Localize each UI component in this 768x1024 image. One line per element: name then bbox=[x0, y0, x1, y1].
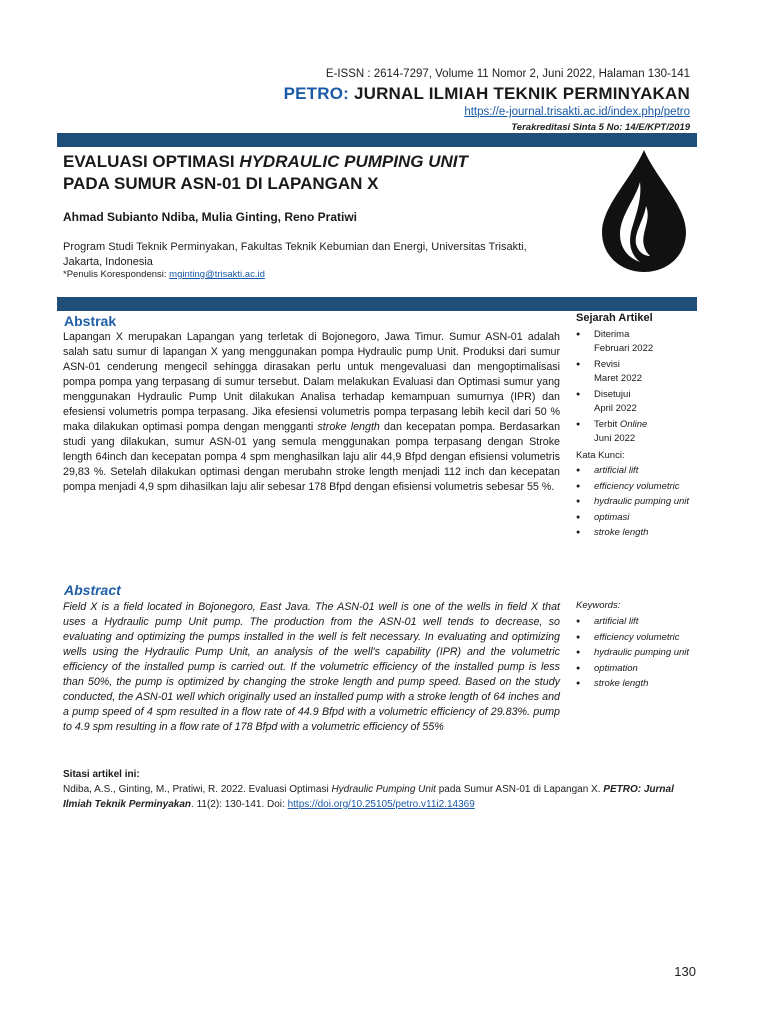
doi-link[interactable]: https://doi.org/10.25105/petro.v11i2.14369 bbox=[287, 799, 475, 810]
title-part1: EVALUASI OPTIMASI bbox=[63, 152, 240, 171]
history-item: ● Terbit Online Juni 2022 bbox=[576, 418, 706, 445]
article-history-list bbox=[576, 328, 706, 448]
corresponding-label: *Penulis Korespondensi: bbox=[63, 269, 170, 280]
keyword-en-item: ● stroke length bbox=[576, 677, 706, 691]
journal-title bbox=[284, 84, 690, 104]
abstract-divider-bar bbox=[57, 297, 697, 311]
corresponding-author bbox=[63, 269, 265, 280]
abstrak-text-2: dan kecepatan pompa. Berdasarkan studi yang dilakukan, sumur ASN-01 yang semula menggunakan pompa terpasang dengan Stroke length 64inch dan kecepatan pompa 4 spm menghasilkan laju alir 44,9 Bfpd dengan efisiensi volumetris 29,83 %. Setelah dilakukan optimasi dengan merubahn stroke length menjadi 112 inch dan kecepatan pompa menjadi 4,9 spm dihasilkan laju alir sebesar 178 Bfpd dengan efisiensi volumetris sebesar 55 %. bbox=[63, 421, 561, 493]
keyword-item: ● hydraulic pumping unit bbox=[576, 495, 706, 509]
keyword-en-item: ● artificial lift bbox=[576, 615, 706, 629]
citation-label: Sitasi artikel ini: bbox=[63, 769, 140, 780]
keyword-en-item: ● hydraulic pumping unit bbox=[576, 646, 706, 660]
kata-kunci-label: Kata Kunci: bbox=[576, 450, 625, 461]
abstrak-heading: Abstrak bbox=[64, 313, 117, 329]
history-item: ● Revisi Maret 2022 bbox=[576, 358, 706, 385]
keyword-item: ● stroke length bbox=[576, 526, 706, 540]
journal-prefix: PETRO: bbox=[283, 84, 350, 103]
author-list: Ahmad Subianto Ndiba, Mulia Ginting, Reno Pratiwi bbox=[63, 210, 358, 224]
keyword-en-item: ● optimation bbox=[576, 662, 706, 676]
page-number: 130 bbox=[674, 964, 696, 979]
keyword-en-item: ● efficiency volumetric bbox=[576, 631, 706, 645]
petro-drop-logo bbox=[596, 148, 692, 274]
issn-line: E-ISSN : 2614-7297, Volume 11 Nomor 2, Juni 2022, Halaman 130-141 bbox=[325, 68, 690, 80]
keyword-item: ● optimasi bbox=[576, 511, 706, 525]
citation-text: Ndiba, A.S., Ginting, M., Pratiwi, R. 2022. Evaluasi Optimasi Hydraulic Pumping Unit pada Sumur ASN-01 di Lapangan X. PETRO: Jurnal Ilmiah Teknik Perminyakan. 11(2): 130-141. Doi: https://doi.org/10.25105/petro.v11i2.14369 bbox=[63, 784, 674, 810]
keyword-item: ● artificial lift bbox=[576, 464, 706, 478]
history-item: ● Diterima Februari 2022 bbox=[576, 328, 706, 355]
abstrak-text-1: Lapangan X merupakan Lapangan yang terletak di Bojonegoro, Jawa Timur. Sumur ASN-01 adalah salah satu sumur di lapangan X yang menggunakan pompa Hydraulic pump Unit. Produksi dari sumur ASN-01 cenderung mengecil sehingga dirasakan perlu untuk mengevaluasi dan mengoptimalisasi pompa pompa yang terpasang di sumur tersebut. Dalam melakukan Evaluasi dan Optimasi sumur yang menggunakan Hydraulic Pump Unit dilakukan Analisa terhadap kemampuan sumurnya (IPR) dan efesiensi volumetris pompa terpasang. Jika efesiensi volumetris pompa terpasang lebih kecil dari 50 % maka dilakukan optimasi pompa dengan mengganti bbox=[63, 331, 560, 433]
article-title bbox=[63, 151, 563, 195]
header-divider-bar bbox=[57, 133, 697, 147]
accreditation-note: Terakreditasi Sinta 5 No: 14/E/KPT/2019 bbox=[511, 122, 690, 133]
corresponding-email-link[interactable]: mginting@trisakti.ac.id bbox=[169, 269, 265, 280]
journal-url-link[interactable]: https://e-journal.trisakti.ac.id/index.php/petro bbox=[464, 106, 690, 118]
abstrak-text-italic: stroke length bbox=[317, 421, 380, 433]
title-italic: HYDRAULIC PUMPING UNIT bbox=[239, 152, 468, 171]
keywords-list bbox=[576, 615, 706, 693]
abstract-heading: Abstract bbox=[64, 582, 121, 598]
article-history-heading: Sejarah Artikel bbox=[576, 312, 653, 324]
affiliation: Program Studi Teknik Perminyakan, Fakultas Teknik Kebumian dan Energi, Universitas Trisakti, Jakarta, Indonesia bbox=[63, 241, 527, 268]
history-item: ● Disetujui April 2022 bbox=[576, 388, 706, 415]
journal-name: JURNAL ILMIAH TEKNIK PERMINYAKAN bbox=[353, 84, 690, 103]
title-line2: PADA SUMUR ASN-01 DI LAPANGAN X bbox=[63, 174, 379, 193]
abstract-body: Field X is a field located in Bojonegoro, East Java. The ASN-01 well is one of the wells in field X that uses a Hydraulic pump Unit pump. The production from the ASN-01 well tends to decrease, so evaluating and optimizing the pumps installed in the well is felt necessary. In evaluating and optimizing wells using the Hydraulic Pump Unit, an analysis of the well's capability (IPR) and the volumetric efficiency of the installed pump is carried out. If the volumetric efficiency of the installed pump is less than 50%, the pump is optimized by changing the stroke length and pump speed. Based on the study conducted, the ASN-01 well which originally used an installed pump with a stroke length of 64 inches and a pump speed of 4 spm resulted in a flow rate of 44.9 Bfpd with a volumetric efficiency of 29.83%. pump to 4.9 spm resulting in a flow rate of 178 Bfpd with a volumetric efficiency of 55% bbox=[63, 601, 560, 733]
kata-kunci-list bbox=[576, 464, 706, 542]
keyword-item: ● efficiency volumetric bbox=[576, 480, 706, 494]
keywords-label: Keywords: bbox=[576, 600, 621, 611]
abstrak-body bbox=[63, 330, 560, 495]
